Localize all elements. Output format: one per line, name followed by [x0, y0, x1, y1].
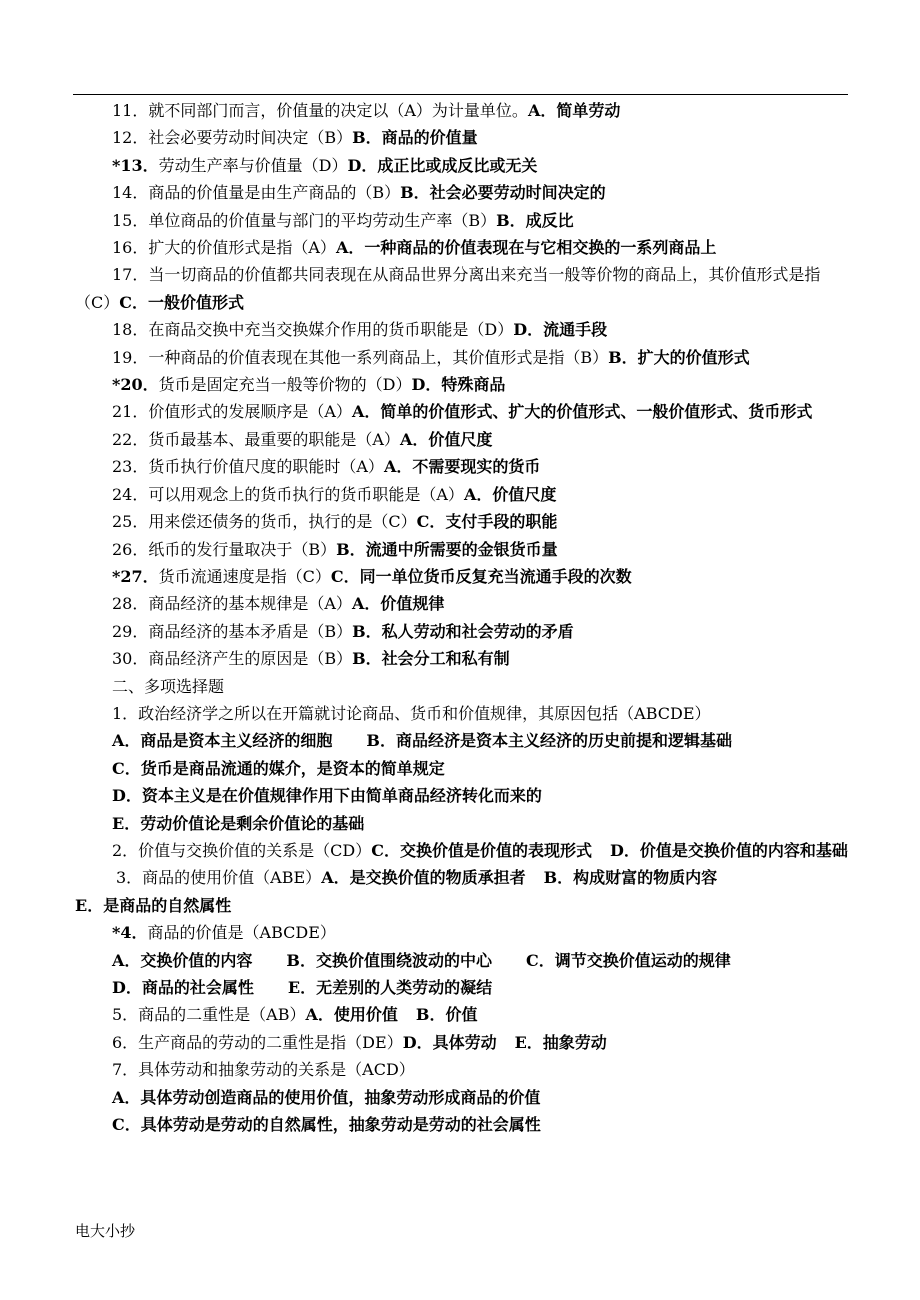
multi-question-2: 2．价值与交换价值的关系是（CD）C．交换价值是价值的表现形式 D．价值是交换价值的内容和基础 — [112, 840, 848, 860]
question-13: *13．劳动生产率与价值量（D）D．成正比或成反比或无关 — [112, 155, 538, 175]
question-12: 12．社会必要劳动时间决定（B）B．商品的价值量 — [112, 128, 478, 148]
document-body — [75, 97, 850, 1138]
multi-question-3: 3．商品的使用价值（ABE）A．是交换价值的物质承担者 B．构成财富的物质内容 E．是商品的自然属性 — [75, 868, 718, 915]
page-footer: 电大小抄 — [75, 1222, 136, 1240]
question-25: 25．用来偿还债务的货币，执行的是（C）C．支付手段的职能 — [112, 512, 558, 532]
question-15: 15．单位商品的价值量与部门的平均劳动生产率（B）B．成反比 — [112, 210, 574, 230]
question-23: 23．货币执行价值尺度的职能时（A）A．不需要现实的货币 — [112, 457, 541, 477]
multi-question-6: 6．生产商品的劳动的二重性是指（DE）D．具体劳动 E．抽象劳动 — [112, 1032, 607, 1052]
question-19: 19．一种商品的价值表现在其他一系列商品上，其价值形式是指（B）B．扩大的价值形式 — [112, 347, 750, 367]
question-30: 30．商品经济产生的原因是（B）B．社会分工和私有制 — [112, 649, 510, 669]
question-24: 24．可以用观念上的货币执行的货币职能是（A）A．价值尺度 — [112, 484, 557, 504]
multi-q1-options-ab: A．商品是资本主义经济的细胞 B．商品经济是资本主义经济的历史前提和逻辑基础 — [112, 731, 732, 751]
multi-q4-options-de: D．商品的社会属性 E．无差别的人类劳动的凝结 — [112, 978, 493, 997]
question-26: 26．纸币的发行量取决于（B）B．流通中所需要的金银货币量 — [112, 539, 558, 559]
multi-question-7: 7．具体劳动和抽象劳动的关系是（ACD） — [112, 1060, 415, 1080]
header-rule — [73, 94, 848, 95]
question-29: 29．商品经济的基本矛盾是（B）B．私人劳动和社会劳动的矛盾 — [112, 621, 574, 641]
question-27: *27．货币流通速度是指（C）C．同一单位货币反复充当流通手段的次数 — [112, 566, 632, 586]
question-28: 28．商品经济的基本规律是（A）A．价值规律 — [112, 594, 445, 614]
multi-q7-option-c: C．具体劳动是劳动的自然属性，抽象劳动是劳动的社会属性 — [112, 1115, 541, 1135]
question-16: 16．扩大的价值形式是指（A）A．一种商品的价值表现在与它相交换的一系列商品上 — [112, 238, 717, 258]
multi-question-4: *4．商品的价值是（ABCDE） — [112, 923, 336, 943]
question-22: 22．货币最基本、最重要的职能是（A）A．价值尺度 — [112, 429, 493, 449]
multi-question-1: 1．政治经济学之所以在开篇就讨论商品、货币和价值规律，其原因包括（ABCDE） — [112, 703, 711, 723]
question-17: 17．当一切商品的价值都共同表现在从商品世界分离出来充当一般等价物的商品上，其价值形式是指（C）C．一般价值形式 — [75, 265, 821, 312]
question-11: 11．就不同部门而言，价值量的决定以（A）为计量单位。A．简单劳动 — [112, 101, 621, 120]
multi-q1-option-e: E．劳动价值论是剩余价值论的基础 — [112, 813, 365, 833]
multi-q7-option-a: A．具体劳动创造商品的使用价值，抽象劳动形成商品的价值 — [112, 1087, 541, 1107]
multi-question-5: 5．商品的二重性是（AB）A．使用价值 B．价值 — [112, 1005, 478, 1025]
question-18: 18．在商品交换中充当交换媒介作用的货币职能是（D）D．流通手段 — [112, 320, 608, 340]
multi-q4-options-abc: A．交换价值的内容 B．交换价值围绕波动的中心 C．调节交换价值运动的规律 — [112, 950, 731, 970]
section-title-multiple-choice: 二、多项选择题 — [112, 676, 225, 696]
multi-q1-option-c: C．货币是商品流通的媒介，是资本的简单规定 — [112, 758, 445, 778]
multi-q1-option-d: D．资本主义是在价值规律作用下由简单商品经济转化而来的 — [112, 786, 542, 806]
question-14: 14．商品的价值量是由生产商品的（B）B．社会必要劳动时间决定的 — [112, 183, 606, 203]
question-20: *20．货币是固定充当一般等价物的（D）D．特殊商品 — [112, 375, 506, 395]
question-21: 21．价值形式的发展顺序是（A）A．简单的价值形式、扩大的价值形式、一般价值形式、货币形式 — [112, 402, 813, 422]
